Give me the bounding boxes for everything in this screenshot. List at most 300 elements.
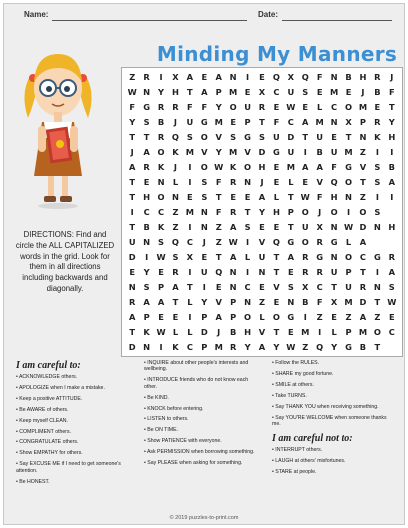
grid-letter[interactable]: O xyxy=(157,192,165,203)
grid-letter[interactable]: A xyxy=(157,296,165,307)
grid-letter[interactable]: E xyxy=(230,117,236,128)
grid-letter[interactable]: E xyxy=(201,251,208,262)
grid-letter[interactable]: K xyxy=(172,147,179,158)
grid-letter[interactable]: Z xyxy=(172,206,179,217)
grid-letter[interactable]: T xyxy=(187,87,193,98)
grid-letter[interactable]: Q xyxy=(301,72,309,83)
grid-letter[interactable]: F xyxy=(331,162,337,173)
grid-letter[interactable]: P xyxy=(215,87,222,98)
grid-letter[interactable]: P xyxy=(230,296,237,307)
grid-letter[interactable]: D xyxy=(359,221,367,232)
grid-letter[interactable]: X xyxy=(287,72,295,83)
grid-letter[interactable]: I xyxy=(202,281,206,292)
grid-letter[interactable]: A xyxy=(302,162,309,173)
grid-letter[interactable]: E xyxy=(273,177,280,188)
grid-letter[interactable]: Y xyxy=(258,206,265,217)
grid-letter[interactable]: H xyxy=(359,72,367,83)
grid-letter[interactable]: Y xyxy=(244,341,251,352)
grid-letter[interactable]: L xyxy=(317,102,323,113)
grid-letter[interactable]: P xyxy=(230,311,237,322)
grid-letter[interactable]: E xyxy=(374,102,381,113)
grid-letter[interactable]: I xyxy=(159,72,163,83)
grid-letter[interactable]: S xyxy=(186,132,193,143)
grid-letter[interactable]: F xyxy=(388,87,395,98)
grid-letter[interactable]: S xyxy=(143,281,150,292)
grid-letter[interactable]: E xyxy=(316,87,323,98)
grid-letter[interactable]: U xyxy=(345,281,352,292)
grid-letter[interactable]: N xyxy=(345,192,352,203)
grid-letter[interactable]: C xyxy=(186,236,193,247)
grid-letter[interactable]: U xyxy=(316,132,324,143)
grid-letter[interactable]: G xyxy=(345,341,352,352)
grid-letter[interactable]: B xyxy=(374,87,381,98)
grid-letter[interactable]: B xyxy=(316,147,323,158)
grid-letter[interactable]: R xyxy=(316,266,323,277)
grid-letter[interactable]: I xyxy=(159,341,163,352)
grid-letter[interactable]: Y xyxy=(158,87,165,98)
grid-letter[interactable]: A xyxy=(388,177,395,188)
grid-letter[interactable]: U xyxy=(200,266,208,277)
grid-letter[interactable]: G xyxy=(345,162,352,173)
grid-letter[interactable]: L xyxy=(172,326,179,337)
grid-letter[interactable]: O xyxy=(229,102,237,113)
grid-letter[interactable]: L xyxy=(331,326,337,337)
grid-letter[interactable] xyxy=(385,234,399,249)
grid-letter[interactable]: V xyxy=(244,147,251,158)
grid-letter[interactable] xyxy=(370,234,384,249)
grid-letter[interactable]: Z xyxy=(302,341,309,352)
grid-letter[interactable]: F xyxy=(201,102,208,113)
grid-letter[interactable]: V xyxy=(215,296,222,307)
grid-letter[interactable]: L xyxy=(259,311,265,322)
grid-letter[interactable]: I xyxy=(375,192,379,203)
grid-letter[interactable]: I xyxy=(390,147,394,158)
grid-letter[interactable]: Z xyxy=(359,192,366,203)
grid-letter[interactable]: G xyxy=(287,311,295,322)
grid-letter[interactable]: S xyxy=(172,251,179,262)
grid-letter[interactable]: E xyxy=(273,296,280,307)
grid-letter[interactable]: T xyxy=(273,251,280,262)
grid-letter[interactable]: S xyxy=(374,206,381,217)
grid-letter[interactable]: I xyxy=(303,311,307,322)
grid-letter[interactable]: G xyxy=(330,236,338,247)
grid-letter[interactable]: T xyxy=(288,221,294,232)
grid-letter[interactable]: T xyxy=(360,177,366,188)
grid-letter[interactable]: R xyxy=(229,206,237,217)
grid-letter[interactable]: D xyxy=(287,132,295,143)
grid-letter[interactable]: M xyxy=(315,117,324,128)
grid-letter[interactable]: R xyxy=(172,266,179,277)
grid-letter[interactable]: R xyxy=(302,251,309,262)
grid-letter[interactable]: D xyxy=(258,147,266,158)
grid-letter[interactable]: N xyxy=(330,117,338,128)
grid-letter[interactable]: T xyxy=(288,192,294,203)
grid-letter[interactable]: G xyxy=(200,117,208,128)
grid-letter[interactable]: E xyxy=(388,311,395,322)
grid-letter[interactable]: F xyxy=(187,102,193,113)
grid-letter[interactable]: R xyxy=(359,281,367,292)
grid-letter[interactable]: N xyxy=(258,266,266,277)
grid-letter[interactable]: X xyxy=(345,117,352,128)
grid-letter[interactable]: E xyxy=(331,132,337,143)
grid-letter[interactable]: T xyxy=(345,132,352,143)
grid-letter[interactable]: N xyxy=(128,281,136,292)
grid-letter[interactable]: F xyxy=(316,72,323,83)
grid-letter[interactable]: E xyxy=(158,311,164,322)
grid-letter[interactable]: I xyxy=(188,221,192,232)
name-field[interactable] xyxy=(52,20,247,21)
grid-letter[interactable]: E xyxy=(158,266,164,277)
grid-letter[interactable]: O xyxy=(344,102,353,113)
grid-letter[interactable]: W xyxy=(156,251,166,262)
grid-letter[interactable]: M xyxy=(358,326,368,337)
grid-letter[interactable] xyxy=(385,205,399,220)
grid-letter[interactable]: F xyxy=(316,192,323,203)
grid-letter[interactable]: X xyxy=(316,221,323,232)
grid-letter[interactable]: M xyxy=(229,87,238,98)
grid-letter[interactable]: I xyxy=(188,162,192,173)
grid-letter[interactable]: B xyxy=(388,162,395,173)
grid-letter[interactable]: N xyxy=(330,72,338,83)
grid-letter[interactable]: M xyxy=(344,296,353,307)
grid-letter[interactable]: Q xyxy=(272,72,280,83)
grid-letter[interactable]: S xyxy=(287,281,294,292)
grid-letter[interactable]: A xyxy=(359,311,367,322)
grid-letter[interactable]: A xyxy=(128,311,136,322)
grid-letter[interactable]: J xyxy=(390,72,394,83)
grid-letter[interactable]: S xyxy=(201,177,208,188)
grid-letter[interactable]: A xyxy=(229,221,237,232)
grid-letter[interactable]: M xyxy=(185,147,195,158)
grid-letter[interactable]: O xyxy=(301,236,309,247)
grid-letter[interactable]: J xyxy=(173,162,177,173)
grid-letter[interactable]: C xyxy=(316,281,323,292)
grid-letter[interactable]: Y xyxy=(201,296,208,307)
grid-letter[interactable]: H xyxy=(330,192,338,203)
grid-letter[interactable]: Q xyxy=(171,132,179,143)
grid-letter[interactable]: O xyxy=(200,132,208,143)
grid-letter[interactable]: N xyxy=(359,132,367,143)
grid-letter[interactable]: T xyxy=(129,326,136,337)
grid-letter[interactable]: N xyxy=(287,296,295,307)
grid-letter[interactable]: Q xyxy=(316,341,324,352)
grid-letter[interactable]: A xyxy=(201,87,208,98)
grid-letter[interactable]: E xyxy=(288,266,294,277)
grid-letter[interactable]: R xyxy=(388,251,395,262)
grid-letter[interactable]: P xyxy=(345,326,352,337)
grid-letter[interactable]: C xyxy=(143,206,150,217)
grid-letter[interactable]: U xyxy=(287,87,295,98)
grid-letter[interactable]: C xyxy=(331,102,338,113)
grid-letter[interactable]: D xyxy=(200,326,208,337)
grid-letter[interactable]: M xyxy=(214,341,223,352)
grid-letter[interactable]: R xyxy=(172,102,179,113)
grid-letter[interactable]: T xyxy=(129,192,136,203)
grid-letter[interactable]: R xyxy=(302,266,309,277)
grid-letter[interactable]: Z xyxy=(258,296,265,307)
grid-letter[interactable]: I xyxy=(188,311,192,322)
grid-letter[interactable]: Y xyxy=(215,147,222,158)
grid-letter[interactable]: W xyxy=(127,87,137,98)
grid-letter[interactable]: E xyxy=(273,221,280,232)
grid-letter[interactable]: Y xyxy=(273,341,280,352)
grid-letter[interactable]: T xyxy=(331,281,337,292)
grid-letter[interactable]: Y xyxy=(143,266,150,277)
grid-letter[interactable]: N xyxy=(200,206,208,217)
grid-letter[interactable]: K xyxy=(143,326,150,337)
grid-letter[interactable]: Y xyxy=(331,341,338,352)
grid-letter[interactable]: E xyxy=(259,281,265,292)
grid-letter[interactable]: A xyxy=(316,162,323,173)
grid-letter[interactable]: E xyxy=(244,192,251,203)
grid-letter[interactable]: R xyxy=(143,162,150,173)
grid-letter[interactable]: T xyxy=(388,102,395,113)
grid-letter[interactable]: L xyxy=(172,177,179,188)
grid-letter[interactable]: F xyxy=(215,177,222,188)
grid-letter[interactable]: S xyxy=(201,192,208,203)
grid-letter[interactable]: O xyxy=(373,326,381,337)
grid-letter[interactable]: C xyxy=(359,251,366,262)
grid-letter[interactable]: S xyxy=(259,132,265,143)
grid-letter[interactable]: N xyxy=(330,251,338,262)
grid-letter[interactable]: A xyxy=(128,162,136,173)
grid-letter[interactable]: K xyxy=(157,221,165,232)
grid-letter[interactable]: G xyxy=(287,236,295,247)
grid-letter[interactable]: S xyxy=(158,236,165,247)
grid-letter[interactable]: Y xyxy=(388,117,395,128)
grid-letter[interactable]: B xyxy=(359,341,367,352)
grid-letter[interactable]: J xyxy=(202,236,206,247)
grid-letter[interactable]: I xyxy=(318,326,322,337)
grid-letter[interactable]: X xyxy=(258,87,266,98)
grid-letter[interactable]: Y xyxy=(215,102,222,113)
grid-letter[interactable]: Q xyxy=(330,177,338,188)
grid-letter[interactable]: E xyxy=(331,311,337,322)
grid-letter[interactable]: A xyxy=(258,341,266,352)
grid-letter[interactable]: M xyxy=(185,206,195,217)
grid-letter[interactable]: P xyxy=(143,311,150,322)
grid-letter[interactable]: K xyxy=(157,162,165,173)
grid-letter[interactable]: W xyxy=(214,162,224,173)
grid-letter[interactable]: T xyxy=(374,341,381,352)
grid-letter[interactable]: N xyxy=(229,72,237,83)
grid-letter[interactable]: I xyxy=(375,147,379,158)
grid-letter[interactable]: D xyxy=(128,341,136,352)
grid-letter[interactable]: M xyxy=(229,147,238,158)
grid-letter[interactable]: P xyxy=(157,281,165,292)
grid-letter[interactable]: A xyxy=(172,281,179,292)
grid-letter[interactable]: G xyxy=(143,102,151,113)
grid-letter[interactable]: S xyxy=(244,221,251,232)
grid-letter[interactable]: U xyxy=(186,117,194,128)
grid-letter[interactable]: C xyxy=(244,281,251,292)
grid-letter[interactable]: R xyxy=(129,296,136,307)
grid-letter[interactable]: L xyxy=(187,296,193,307)
grid-letter[interactable]: R xyxy=(157,132,165,143)
grid-letter[interactable]: A xyxy=(186,72,194,83)
grid-letter[interactable]: G xyxy=(244,132,251,143)
grid-letter[interactable]: O xyxy=(344,251,353,262)
grid-letter[interactable]: W xyxy=(286,102,296,113)
grid-letter[interactable]: L xyxy=(288,177,294,188)
grid-letter[interactable]: Q xyxy=(272,236,280,247)
grid-letter[interactable]: Y xyxy=(129,117,136,128)
grid-letter[interactable]: E xyxy=(172,311,179,322)
date-field[interactable] xyxy=(282,20,392,21)
grid-letter[interactable]: K xyxy=(374,132,381,143)
grid-letter[interactable]: P xyxy=(201,311,208,322)
grid-letter[interactable]: A xyxy=(258,192,266,203)
grid-letter[interactable]: N xyxy=(157,177,165,188)
grid-letter[interactable]: L xyxy=(244,251,251,262)
grid-letter[interactable]: L xyxy=(273,192,280,203)
grid-letter[interactable]: B xyxy=(302,296,309,307)
grid-letter[interactable]: C xyxy=(287,117,294,128)
grid-letter[interactable]: R xyxy=(229,177,237,188)
grid-letter[interactable]: N xyxy=(171,192,179,203)
grid-letter[interactable]: P xyxy=(201,341,208,352)
grid-letter[interactable]: J xyxy=(318,206,322,217)
grid-letter[interactable]: V xyxy=(258,236,266,247)
grid-letter[interactable]: M xyxy=(301,326,310,337)
grid-letter[interactable]: T xyxy=(187,281,193,292)
grid-letter[interactable]: N xyxy=(143,236,151,247)
grid-letter[interactable]: V xyxy=(215,132,222,143)
grid-letter[interactable]: M xyxy=(214,117,223,128)
grid-letter[interactable]: R xyxy=(229,341,237,352)
grid-letter[interactable]: U xyxy=(273,132,280,143)
grid-letter[interactable]: N xyxy=(143,341,151,352)
grid-letter[interactable]: W xyxy=(286,341,296,352)
grid-letter[interactable]: P xyxy=(287,206,294,217)
grid-letter[interactable]: L xyxy=(345,236,352,247)
grid-letter[interactable]: N xyxy=(229,266,237,277)
word-search-grid[interactable] xyxy=(121,67,403,357)
grid-letter[interactable]: A xyxy=(287,251,295,262)
grid-letter[interactable]: N xyxy=(373,221,381,232)
grid-letter[interactable]: N xyxy=(244,177,252,188)
grid-letter[interactable]: T xyxy=(143,132,150,143)
grid-letter[interactable]: R xyxy=(316,236,323,247)
grid-letter[interactable]: Z xyxy=(345,311,352,322)
grid-letter[interactable]: B xyxy=(229,326,237,337)
grid-letter[interactable]: I xyxy=(188,177,192,188)
grid-letter[interactable]: E xyxy=(129,266,136,277)
grid-letter[interactable]: M xyxy=(358,102,368,113)
grid-letter[interactable]: D xyxy=(359,296,367,307)
grid-letter[interactable]: R xyxy=(143,72,150,83)
grid-letter[interactable]: T xyxy=(302,132,309,143)
grid-letter[interactable]: P xyxy=(359,117,366,128)
grid-letter[interactable]: R xyxy=(374,72,381,83)
grid-letter[interactable]: J xyxy=(260,177,264,188)
grid-letter[interactable]: E xyxy=(302,102,309,113)
grid-letter[interactable]: H xyxy=(171,87,179,98)
grid-letter[interactable]: O xyxy=(344,177,353,188)
grid-letter[interactable]: T xyxy=(215,192,222,203)
grid-letter[interactable]: E xyxy=(259,72,265,83)
grid-letter[interactable]: M xyxy=(329,87,339,98)
grid-letter[interactable]: G xyxy=(316,251,324,262)
grid-letter[interactable]: H xyxy=(244,326,252,337)
grid-letter[interactable]: A xyxy=(215,72,222,83)
grid-letter[interactable]: W xyxy=(387,296,397,307)
grid-letter[interactable]: E xyxy=(230,192,236,203)
grid-letter[interactable]: U xyxy=(330,147,338,158)
grid-letter[interactable]: T xyxy=(259,117,265,128)
grid-letter[interactable]: U xyxy=(287,147,295,158)
grid-letter[interactable]: T xyxy=(374,296,381,307)
grid-letter[interactable]: T xyxy=(215,251,222,262)
grid-letter[interactable]: V xyxy=(273,281,280,292)
grid-letter[interactable]: L xyxy=(187,326,193,337)
grid-letter[interactable]: X xyxy=(186,251,194,262)
grid-letter[interactable]: T xyxy=(360,266,366,277)
grid-letter[interactable]: Z xyxy=(374,311,381,322)
grid-letter[interactable]: N xyxy=(143,87,151,98)
grid-letter[interactable]: T xyxy=(129,221,136,232)
grid-letter[interactable]: Z xyxy=(316,311,323,322)
grid-letter[interactable]: C xyxy=(157,206,165,217)
grid-letter[interactable]: O xyxy=(157,147,165,158)
grid-letter[interactable]: B xyxy=(157,117,165,128)
grid-letter[interactable]: E xyxy=(345,87,352,98)
grid-letter[interactable]: V xyxy=(201,147,208,158)
grid-letter[interactable]: U xyxy=(244,102,251,113)
grid-letter[interactable]: T xyxy=(244,206,251,217)
grid-letter[interactable]: E xyxy=(302,177,309,188)
grid-letter[interactable]: E xyxy=(273,162,280,173)
grid-letter[interactable]: I xyxy=(390,192,394,203)
grid-letter[interactable]: R xyxy=(374,117,381,128)
grid-letter[interactable]: F xyxy=(273,117,280,128)
grid-letter[interactable]: E xyxy=(187,192,193,203)
grid-letter[interactable]: C xyxy=(388,326,395,337)
grid-letter[interactable]: J xyxy=(130,147,134,158)
grid-letter[interactable]: X xyxy=(172,72,179,83)
grid-letter[interactable]: E xyxy=(201,72,208,83)
grid-letter[interactable]: F xyxy=(316,296,323,307)
grid-letter[interactable]: W xyxy=(228,236,238,247)
grid-letter[interactable]: H xyxy=(258,162,266,173)
grid-letter[interactable]: S xyxy=(374,177,381,188)
grid-letter[interactable]: I xyxy=(246,266,250,277)
grid-letter[interactable]: N xyxy=(373,281,381,292)
grid-letter[interactable]: F xyxy=(215,206,222,217)
grid-letter[interactable]: D xyxy=(128,251,136,262)
grid-letter[interactable]: A xyxy=(388,266,395,277)
grid-letter[interactable]: Z xyxy=(359,147,366,158)
grid-letter[interactable]: A xyxy=(359,236,367,247)
grid-letter[interactable]: H xyxy=(388,221,396,232)
grid-letter[interactable]: R xyxy=(157,102,165,113)
grid-letter[interactable]: A xyxy=(143,147,150,158)
grid-letter[interactable]: G xyxy=(273,147,280,158)
grid-letter[interactable]: S xyxy=(302,87,309,98)
grid-letter[interactable]: C xyxy=(186,341,193,352)
grid-letter[interactable]: S xyxy=(388,281,395,292)
grid-letter[interactable]: Z xyxy=(215,236,222,247)
grid-letter[interactable]: H xyxy=(143,192,151,203)
grid-letter[interactable]: U xyxy=(330,266,338,277)
grid-letter[interactable]: I xyxy=(303,147,307,158)
grid-letter[interactable]: A xyxy=(302,117,309,128)
grid-letter[interactable]: R xyxy=(258,102,266,113)
grid-letter[interactable]: E xyxy=(215,281,222,292)
grid-letter[interactable]: W xyxy=(343,221,354,232)
grid-letter[interactable]: E xyxy=(273,102,280,113)
grid-letter[interactable]: N xyxy=(229,281,237,292)
